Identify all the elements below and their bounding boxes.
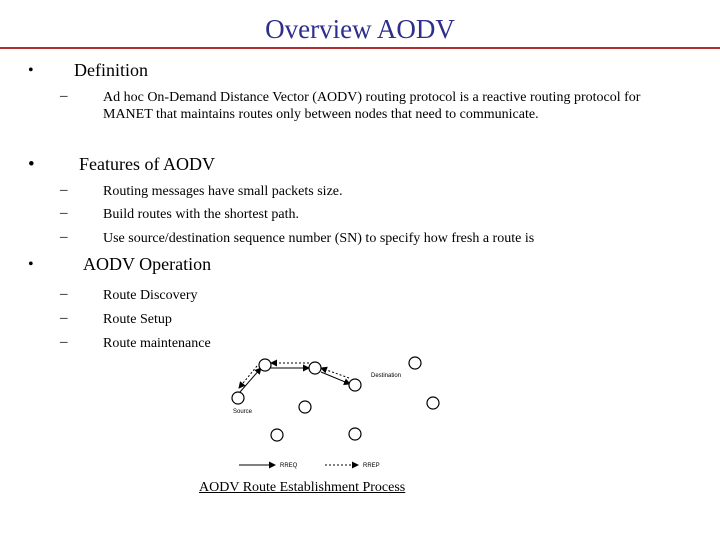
node-destination	[349, 379, 361, 391]
operation-item-2: Route Setup	[103, 312, 172, 327]
feature-item-3: Use source/destination sequence number (SN) to specify how fresh a route is	[103, 231, 535, 246]
operation-item-3: Route maintenance	[103, 336, 211, 351]
rrep-arrow-destination-to-node	[321, 368, 349, 378]
slide-title: Overview AODV	[265, 14, 455, 44]
heading-operation: AODV Operation	[83, 254, 212, 274]
rrep-arrow-node-to-source	[239, 366, 257, 388]
legend-rrep-label: RREP	[363, 463, 380, 469]
node-f	[271, 429, 283, 441]
aodv-route-diagram	[225, 350, 455, 475]
title-divider	[0, 47, 720, 49]
node-a	[259, 359, 271, 371]
dash-definition: –	[60, 88, 68, 104]
node-d	[299, 401, 311, 413]
dash-operation-2: –	[60, 310, 68, 326]
bullet-operation: •	[28, 256, 34, 273]
dash-feature-3: –	[60, 229, 68, 245]
rreq-arrow-node-to-destination	[321, 372, 350, 384]
source-label: Source	[233, 409, 253, 415]
operation-item-1: Route Discovery	[103, 288, 198, 303]
node-g	[349, 428, 361, 440]
legend-rreq-label: RREQ	[280, 463, 298, 469]
definition-text: Ad hoc On-Demand Distance Vector (AODV) routing protocol is a reactive routing protocol for MANET that maintains routes only between nodes that need to communicate.	[103, 90, 641, 122]
heading-definition: Definition	[74, 60, 148, 80]
node-source	[232, 392, 244, 404]
feature-item-2: Build routes with the shortest path.	[103, 207, 299, 222]
destination-label: Destination	[371, 373, 402, 379]
node-e	[427, 397, 439, 409]
diagram-caption: AODV Route Establishment Process	[199, 480, 406, 495]
bullet-features: •	[28, 154, 35, 175]
dash-feature-2: –	[60, 205, 68, 221]
dash-operation-3: –	[60, 334, 68, 350]
feature-item-1: Routing messages have small packets size.	[103, 184, 343, 199]
bullet-definition: •	[28, 62, 34, 79]
rreq-arrow-source-to-node	[240, 368, 261, 392]
node-b	[309, 362, 321, 374]
heading-features: Features of AODV	[79, 154, 215, 174]
node-c	[409, 357, 421, 369]
dash-operation-1: –	[60, 286, 68, 302]
dash-feature-1: –	[60, 182, 68, 198]
